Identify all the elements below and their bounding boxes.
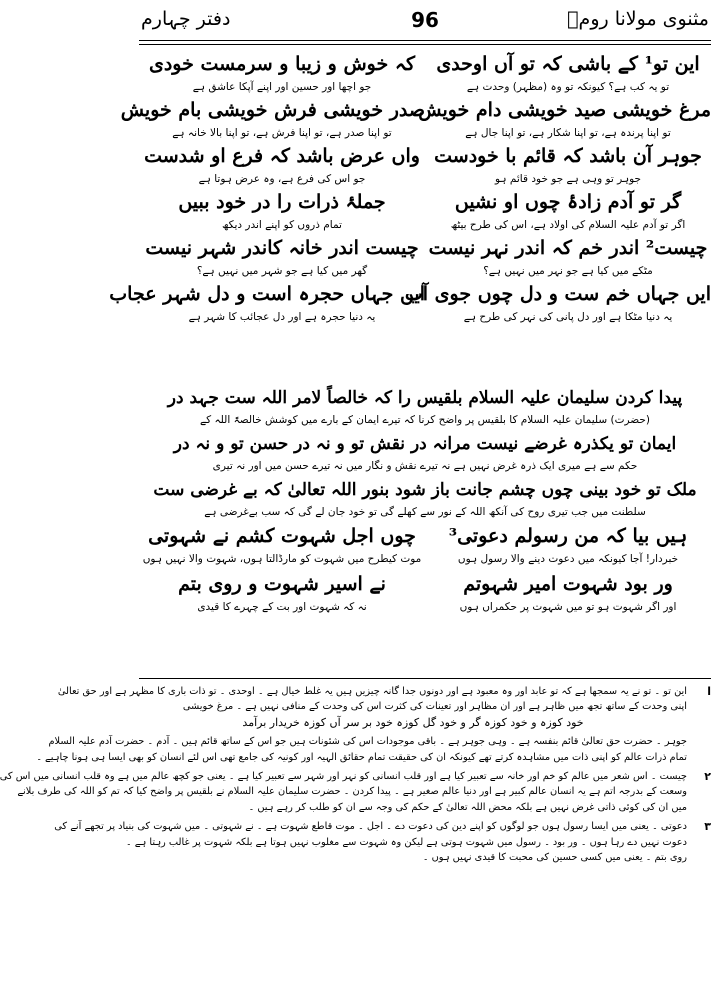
footnote-line: تمام ذرات عالم کو اپنی ذات میں مشاہدہ کرتے تھے کیونکہ ان کی حقیقت تمام حقائق الہیہ اور کونیہ کی جامع تھی اس لئے انسان کو بھی ایسا ہی ہونا چاہیے ۔ [36,751,687,763]
verse-left: چوں اجل شہوت کشم نے شہوتی [148,525,416,547]
verse-right: گر تو آدم زادۂ چوں او نشیں [454,191,682,213]
verse-left: چیست اندر خانہ کاندر شہر نیست [145,237,419,259]
verse-right: این تو¹ کے باشی کہ تو آں اوحدی [436,53,700,75]
footnote-marker: ۳ [704,820,711,834]
footnote-line: میں ان کی کوئی ذاتی غرض نہیں ہے بلکہ محض اللہ تعالیٰ کے حکم کی وجہ سے ان کو طلب کر رہے ہیں ۔ [248,801,687,813]
verse-right: ایں جہاں خم ست و دل چوں جوی آب [404,283,711,305]
verse-right: ور بود شہوت امیر شہوتم [463,573,673,595]
translation-right: مٹکے میں کیا ہے جو نہر میں نہیں ہے؟ [483,265,653,277]
header-rule [139,40,711,41]
translation-left: موت کیطرح میں شہوت کو مارڈالتا ہوں، شہوت والا نہیں ہوں [142,553,422,565]
translation-right: جوہر تو وہی ہے جو خود قائم ہو [494,173,642,185]
footnote-divider [139,678,711,679]
centered-verse: ملک تو خود بینی چوں چشم جانت باز شود بنور اللہ تعالیٰ کہ بے غرضی ست [153,480,697,500]
footnote-hemistich: خود کوزہ و خود کوزہ گر و خود گل کوزہ خود بر سر آں کوزہ خریدار برآمد [242,715,584,729]
centered-couplet [139,478,711,520]
footnote-line: اپنی وحدت کے ساتھ تجھ میں ظاہر ہے اور ان مظاہر اور تعینات کی کثرت اس کی وحدت کے منافی نہیں ہے ۔ مرغ خویشی [182,701,687,713]
translation-right: خبردار! آجا کیونکہ میں دعوت دینے والا رسول ہوں [457,553,679,565]
couplet-group [120,52,711,236]
footnote-line: چیست ۔ اس شعر میں عالم کو خم اور خانہ سے تعبیر کیا ہے اور قلب انسانی کو نہر اور شہر سے تعبیر کیا ہے ۔ یعنی جو کچھ عالم میں ہے وہ قلب انسانی میں اس کی [0,771,687,783]
footnote [0,769,711,815]
section-heading [139,386,711,428]
centered-translation: حکم سے ہے میری ایک ذرہ غرض نہیں ہے نہ تیرے نقش و نگار میں نہ تیرے حسن میں اور نہ تیری [212,460,638,472]
verse-left: ایں جہاں حجرہ است و دل شہر عجاب [109,283,425,305]
translation-left: تو اپنا صدر ہے، تو اپنا فرش ہے، تو اپنا بالا خانہ ہے [172,127,392,139]
footnote-line: دعوت نہیں دے رہا ہوں ۔ ور بود ۔ رسول میں شہوت ہوتی ہے لیکن وہ شہوت سے مغلوب نہیں ہوتا ہے بلکہ شہوت پر غالب رہتا ہے ۔ [125,836,687,848]
verse-left: جملۂ ذرات را در خود ببیں [178,191,386,213]
translation-right: تو اپنا پرندہ ہے، تو اپنا شکار ہے، تو اپنا جال ہے [465,127,671,139]
centered-translation: سلطنت میں جب تیری روح کی آنکھ اللہ کے نور سے کھلے گی تو خود جان لے گی کہ سب بےغرضی ہے [204,506,646,518]
translation-left: نہ کہ شہوت اور بت کے چہرے کا قیدی [197,601,367,613]
centered-verse: ایمان تو یکذرہ غرضے نیست مرانہ در نقش تو و نہ در حسن تو و نہ در [173,434,677,454]
footnote-line: روی بتم ۔ یعنی میں کسی حسین کی محبت کا قیدی نہیں ہوں ۔ [422,852,687,864]
footnote-line: جوہر ۔ حضرت حق تعالیٰ قائم بنفسہ ہے ۔ وہی جوہر ہے ۔ باقی موجودات اس کی شئونات ہیں جو اس کے ساتھ قائم ہیں ۔ آدم ۔ حضرت آدم علیہ السلام [48,736,687,748]
footnote-line: دعوتی ۔ یعنی میں ایسا رسول ہوں جو لوگوں کو اپنے دین کی دعوت دے ۔ اجل ۔ موت قاطع شہوت ہے ۔ نے شہوتی ۔ میں شہوت کی بنیاد پر تجھے آنے کی [54,821,687,833]
verse-left: واں عرض باشد کہ فرع او شدست [144,145,420,167]
running-title-left: دفتر چہارم [141,8,231,30]
page-number: 96 [411,8,439,32]
translation-right: تو یہ کب ہے؟ کیونکہ تو وہ (مظہر) وحدت ہے [466,81,670,93]
translation-right: یہ دنیا مٹکا ہے اور دل پانی کی نہر کی طرح ہے [463,311,673,323]
header-rule-thin [139,44,711,45]
final-couplets [139,524,711,674]
running-title-right: مثنوی مولانا رومؒ [567,8,709,30]
translation-left: تمام ذروں کو اپنے اندر دیکھ [222,219,342,231]
footnote-line: این تو ۔ تو نے یہ سمجھا ہے کہ تو عابد اور وہ معبود ہے اور دونوں جدا گانہ چیزیں ہیں یہ غلط خیال ہے ۔ اوحدی ۔ تو ذات باری کا مظہر ہے اور حق تعالیٰ [57,686,687,697]
footnote-marker: ا [707,685,711,698]
verse-right: چیست² اندر خم کہ اندر نہر نیست [428,237,708,259]
verse-left: صدر خویشی فرش خویشی بام خویش [120,99,425,121]
translation-right: اور اگر شہوت ہو تو میں شہوت پر حکمراں ہوں [459,601,677,613]
verse-right: مرغ خویشی صید خویشی دام خویش [418,99,711,121]
footnote-marker: ۲ [704,770,711,784]
page-header [139,8,711,38]
verse-right: جوہر آن باشد کہ قائم با خودست [434,145,702,167]
centered-couplet [139,432,711,474]
footnotes [0,684,711,972]
verse-left: نے اسیر شہوت و روی بتم [178,573,386,595]
heading-title: پیدا کردن سلیمان علیہ السلام بلقیس را کہ خالصاً لامر اللہ ست جہد در [167,388,683,408]
verse-right: ہیں بیا کہ من رسولم دعوتی³ [448,525,688,547]
footnote [36,734,711,765]
verse-left: کہ خوش و زیبا و سرمست خودی [148,53,416,75]
footnote [57,684,711,730]
translation-left: گھر میں کیا ہے جو شہر میں نہیں ہے؟ [196,265,368,277]
translation-left: جو اچھا اور حسین اور اپنے آپکا عاشق ہے [192,81,372,93]
translation-left: جو اس کی فرع ہے، وہ عرض ہوتا ہے [198,173,366,185]
footnote-line: وسعت کے بدرجہ اتم ہے یہ انسان عالم کبیر ہے اور دنیا عالم صغیر ہے ۔ پیدا کردن ۔ حضرت سلیمان علیہ السلام نے بلقیس پر واضح کیا کہ تم کو اللہ کی طرف بلانے [17,786,687,798]
translation-right: اگر تو آدم علیہ السلام کی اولاد ہے، اس کی طرح بیٹھ [450,219,686,231]
footnote [54,819,711,865]
translation-left: یہ دنیا حجرہ ہے اور دل عجائب کا شہر ہے [188,311,376,323]
heading-translation: (حضرت) سلیمان علیہ السلام کا بلقیس پر واضح کرنا کہ تیرے ایمان کے بارے میں کوشش خالصۃً اللہ کے [200,414,650,426]
